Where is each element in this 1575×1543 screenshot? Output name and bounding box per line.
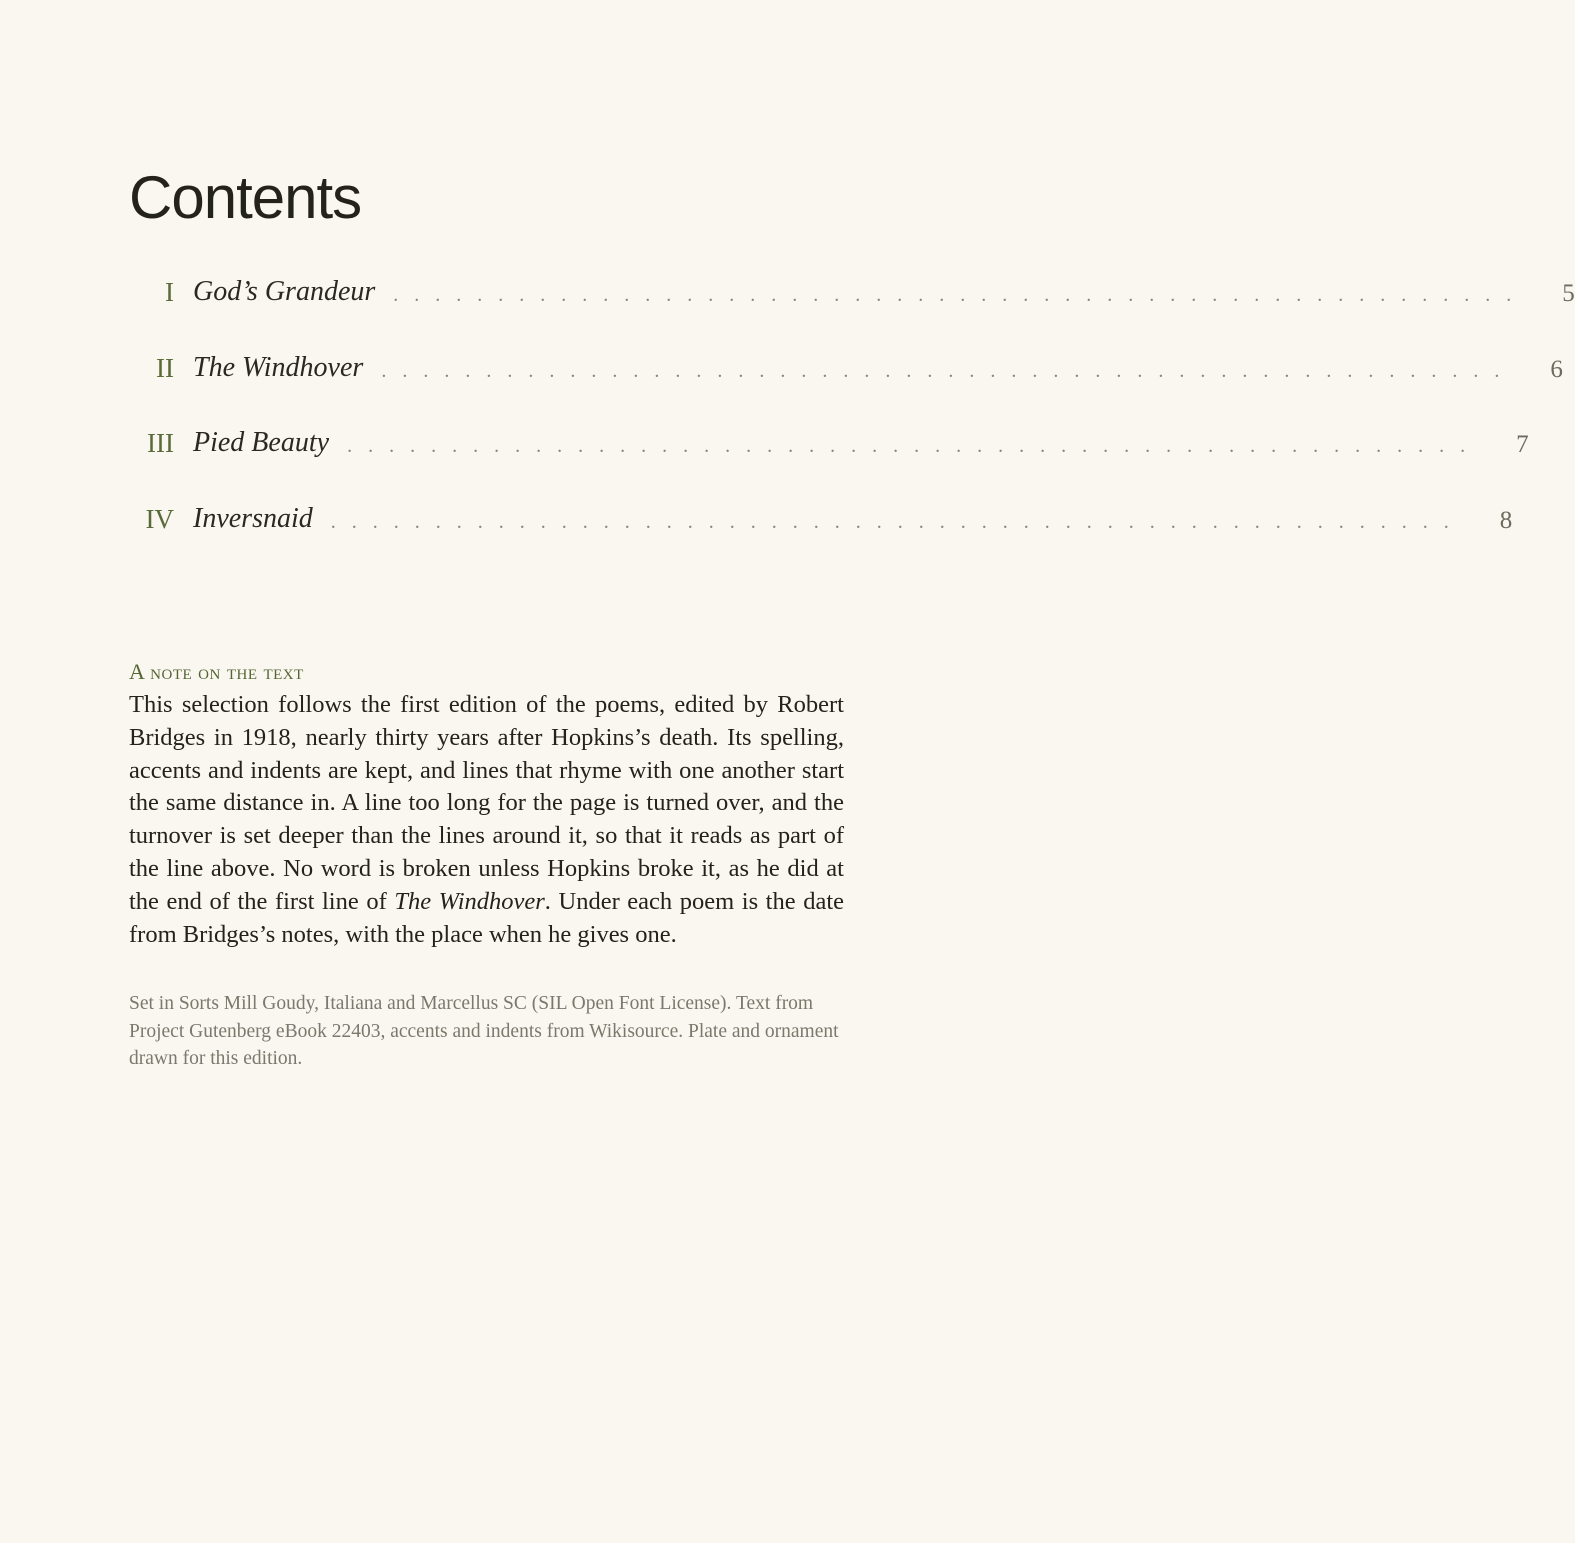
note-body	[129, 689, 844, 951]
toc-numeral: I	[165, 277, 174, 307]
toc-leader-dots: . . . . . . . . . . . . . . . . . . . . . . . . . . . . . . . . . . . . . . . . . . . . . . . . . . . . . .	[393, 284, 1517, 306]
toc-page-number: 6	[1550, 355, 1563, 383]
note-body-poem-title: The Windhover	[394, 887, 545, 915]
toc-page-number: 7	[1516, 431, 1529, 458]
toc-entry-the-windhover[interactable]	[129, 342, 1563, 418]
toc-leader-dots: . . . . . . . . . . . . . . . . . . . . . . . . . . . . . . . . . . . . . . . . . . . . . . . . . . . . . .	[381, 359, 1505, 382]
toc-title[interactable]: Pied Beauty	[193, 427, 330, 458]
note-heading: A note on the text	[129, 659, 304, 684]
table-of-contents	[129, 266, 1575, 568]
toc-entry-inversnaid[interactable]	[129, 493, 1513, 569]
toc-page-number: 8	[1499, 506, 1513, 534]
toc-title[interactable]: God’s Grandeur	[193, 276, 376, 307]
toc-numeral: IV	[145, 503, 174, 534]
toc-title[interactable]: The Windhover	[193, 351, 364, 383]
toc-entry-pied-beauty[interactable]	[129, 417, 1529, 493]
toc-numeral: III	[147, 428, 174, 458]
toc-leader-dots: . . . . . . . . . . . . . . . . . . . . . . . . . . . . . . . . . . . . . . . . . . . . . . . . . . . . . .	[330, 510, 1455, 533]
toc-entry-gods-grandeur[interactable]	[129, 266, 1575, 342]
toc-leader-dots: . . . . . . . . . . . . . . . . . . . . . . . . . . . . . . . . . . . . . . . . . . . . . . . . . . . . . .	[347, 435, 1471, 457]
note-body-text: This selection follows the first edition of the poems, edited by Robert Bridges in 1918, nearly thirty years after Hopkins’s death. Its spelling, accents and indents are kept, and lines that rhyme with one another start the same distance in. A line too long for the page is turned over, and the turnover is set deeper than the lines around it, so that it reads as part of the line above. No word is broken unless Hopkins broke it, as he did at the end of the first line of	[129, 691, 844, 915]
toc-title[interactable]: Inversnaid	[193, 502, 313, 534]
note-body-text-end: . Under each poem is the date from Bridges’s notes, with the place when he gives one.	[129, 887, 844, 948]
colophon: Set in Sorts Mill Goudy, Italiana and Marcellus SC (SIL Open Font License). Text from Project Gutenberg eBook 22403, accents and indents from Wikisource. Plate and ornament drawn for this edition.	[129, 993, 839, 1069]
toc-page-number: 5	[1562, 280, 1575, 307]
page-title: Contents	[129, 164, 362, 231]
toc-numeral: II	[156, 352, 174, 383]
